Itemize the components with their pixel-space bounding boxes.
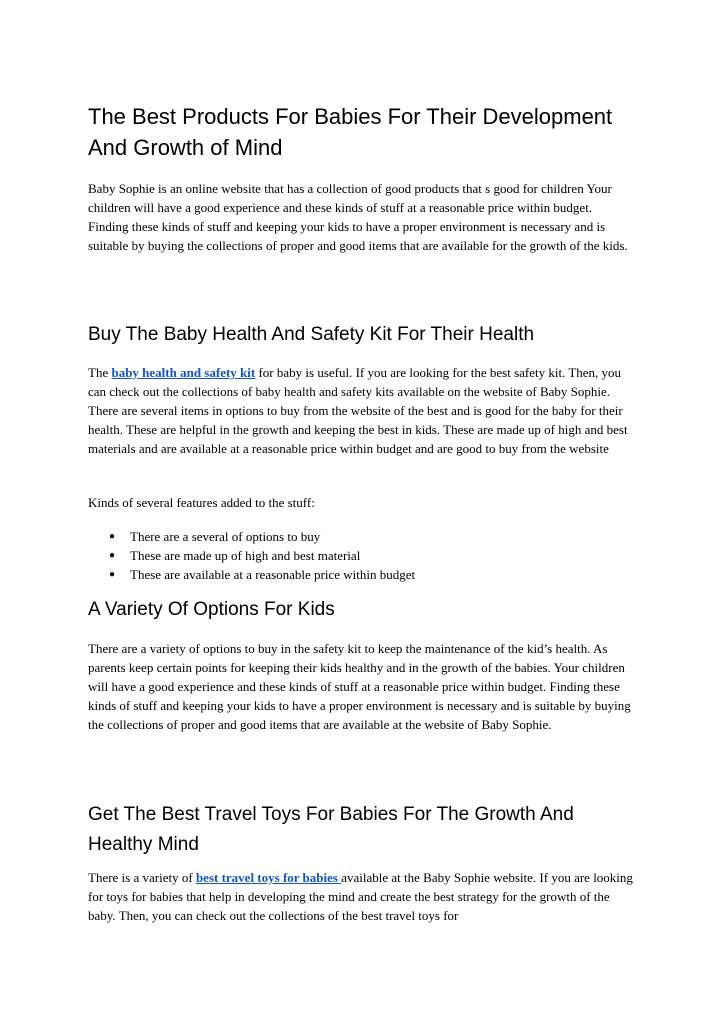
list-item-text: These are made up of high and best material — [130, 548, 361, 563]
heading-best-products: The Best Products For Babies For Their Development And Growth of Mind — [88, 104, 613, 160]
paragraph-text-after-link: for baby is useful. If you are looking for the best safety kit. Then, you can check out the collections of baby health and safety kits available on the website of Baby Sophie. There are several items in options to buy from the website of the best and is good for the baby for their health. These are helpful in the growth and keeping the best in kids. These are made up of high and best materials and are available at a reasonable price within budget and are good to buy from the website — [88, 365, 628, 456]
list-item — [88, 527, 628, 546]
link-baby-health-safety-kit[interactable]: baby health and safety kit — [111, 365, 256, 380]
paragraph-travel-toys — [88, 868, 634, 925]
bullet-icon: ● — [109, 550, 116, 561]
features-list — [88, 527, 628, 584]
list-item — [88, 546, 628, 565]
paragraph-features-intro: Kinds of several features added to the stuff: — [88, 495, 315, 510]
paragraph-text-before-link: There is a variety of — [88, 870, 196, 885]
paragraph-health-safety-kit — [88, 363, 634, 458]
heading-travel-toys: Get The Best Travel Toys For Babies For The Growth And Healthy Mind — [88, 804, 574, 855]
list-item-text: These are available at a reasonable price within budget — [130, 567, 416, 582]
list-item — [88, 565, 628, 584]
paragraph-intro: Baby Sophie is an online website that has a collection of good products that s good for children Your children will have a good experience and these kinds of stuff at a reasonable price within budget. Finding these kinds of stuff and keeping your kids to have a proper environment is necessary and is suitable by buying the collections of proper and good items that are available for the growth of the kids. — [88, 181, 628, 253]
list-item-text: There are a several of options to buy — [130, 529, 321, 544]
paragraph-text-after-link: available at the Baby Sophie website. If you are looking for toys for babies that help in developing the mind and create the best strategy for the growth of the baby. Then, you can check out the collections of the best travel toys for — [88, 870, 633, 923]
heading-health-safety-kit: Buy The Baby Health And Safety Kit For Their Health — [88, 324, 535, 345]
bullet-icon: ● — [109, 531, 116, 542]
bullet-icon: ● — [109, 569, 116, 580]
paragraph-variety-options: There are a variety of options to buy in the safety kit to keep the maintenance of the kid’s health. As parents keep certain points for keeping their kids healthy and in the growth of the babies. Your children will have a good experience and these kinds of stuff at a reasonable price within budget. Finding these kinds of stuff and keeping your kids to have a proper environment is necessary and is suitable by buying the collections of proper and good items that are available at the website of Baby Sophie. — [88, 641, 631, 732]
heading-variety-options: A Variety Of Options For Kids — [88, 599, 335, 620]
paragraph-text-before-link: The — [88, 365, 112, 380]
link-best-travel-toys[interactable]: best travel toys for babies — [195, 870, 342, 885]
